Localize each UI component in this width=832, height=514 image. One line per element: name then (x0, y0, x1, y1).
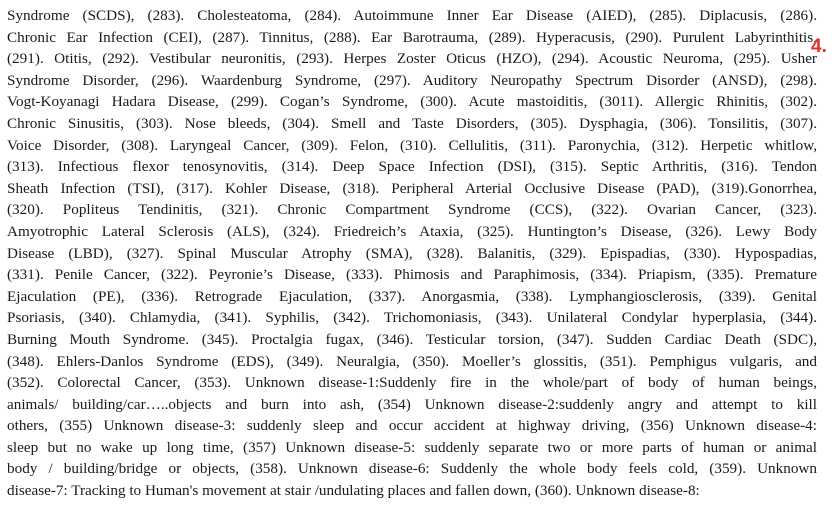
text-line: Vogt-Koyanagi Hadara Disease, (299). Cogan’s Syndrome, (300). Acute mastoiditis, (3011). Allergic Rhinitis, (302). (7, 93, 817, 111)
text-line: Chronic Ear Infection (CEI), (287). Tinnitus, (288). Ear Barotrauma, (289). Hyperacusis, (290). Purulent Labyrinthitis, (7, 28, 817, 46)
text-line: Disease (LBD), (327). Spinal Muscular Atrophy (SMA), (328). Balanitis, (329). Epispadias, (330). Hypospadias, (7, 244, 817, 262)
text-line: (331). Penile Cancer, (322). Peyronie’s Disease, (333). Phimosis and Paraphimosis, (334). Priapism, (335). Premature (7, 266, 817, 284)
text-line: others, (355) Unknown disease-3: suddenly sleep and occur accident at highway driving, (356) Unknown disease-4: (7, 417, 817, 435)
text-line-cut-off: disease-7: Tracking to Human's movement at stair /undulating places and fallen down, (360). Unknown disease-8: (7, 482, 700, 500)
text-line: Amyotrophic Lateral Sclerosis (ALS), (324). Friedreich’s Ataxia, (325). Huntington’s Disease, (326). Lewy Body (7, 222, 817, 240)
page-number-marker: 4. (811, 36, 827, 57)
text-line: Ejaculation (PE), (336). Retrograde Ejaculation, (337). Anorgasmia, (338). Lymphangiosclerosis, (339). Genital (7, 287, 817, 305)
text-line: sleep but no wake up long time, (357) Unknown disease-5: suddenly separate two or more parts of human or animal (7, 438, 817, 456)
document-body-text (7, 5, 817, 502)
text-line: Syndrome Disorder, (296). Waardenburg Syndrome, (297). Auditory Neuropathy Spectrum Disorder (ANSD), (298). (7, 71, 817, 89)
text-line: Psoriasis, (340). Chlamydia, (341). Syphilis, (342). Trichomoniasis, (343). Unilateral Condylar hyperplasia, (344). (7, 309, 817, 327)
text-line: animals/ building/car…..objects and burn into ash, (354) Unknown disease-2:suddenly angry and attempt to kill (7, 395, 817, 413)
text-line: Sheath Infection (TSI), (317). Kohler Disease, (318). Peripheral Arterial Occlusive Disease (PAD), (319).Gonorrhea, (7, 179, 817, 197)
text-line: Voice Disorder, (308). Laryngeal Cancer, (309). Felon, (310). Cellulitis, (311). Paronychia, (312). Herpetic whitlow, (7, 136, 817, 154)
text-line: Chronic Sinusitis, (303). Nose bleeds, (304). Smell and Taste Disorders, (305). Dysphagia, (306). Tonsilitis, (307). (7, 114, 817, 132)
text-line: Burning Mouth Syndrome. (345). Proctalgia fugax, (346). Testicular torsion, (347). Sudden Cardiac Death (SDC), (7, 330, 817, 348)
text-line: body / building/bridge or objects, (358). Unknown disease-6: Suddenly the whole body feels cold, (359). Unknown (7, 460, 817, 478)
text-line: (291). Otitis, (292). Vestibular neuronitis, (293). Herpes Zoster Oticus (HZO), (294). Acoustic Neuroma, (295). Usher (7, 50, 817, 68)
text-line: (352). Colorectal Cancer, (353). Unknown disease-1:Suddenly fire in the whole/part of body of human beings, (7, 374, 817, 392)
text-line: (320). Popliteus Tendinitis, (321). Chronic Compartment Syndrome (CCS), (322). Ovarian Cancer, (323). (7, 201, 817, 219)
text-line: Syndrome (SCDS), (283). Cholesteatoma, (284). Autoimmune Inner Ear Disease (AIED), (285). Diplacusis, (286). (7, 7, 817, 24)
text-line: (348). Ehlers-Danlos Syndrome (EDS), (349). Neuralgia, (350). Moeller’s glossitis, (351). Pemphigus vulgaris, and (7, 352, 817, 370)
text-line: (313). Infectious flexor tenosynovitis, (314). Deep Space Infection (DSI), (315). Septic Arthritis, (316). Tendon (7, 158, 817, 176)
